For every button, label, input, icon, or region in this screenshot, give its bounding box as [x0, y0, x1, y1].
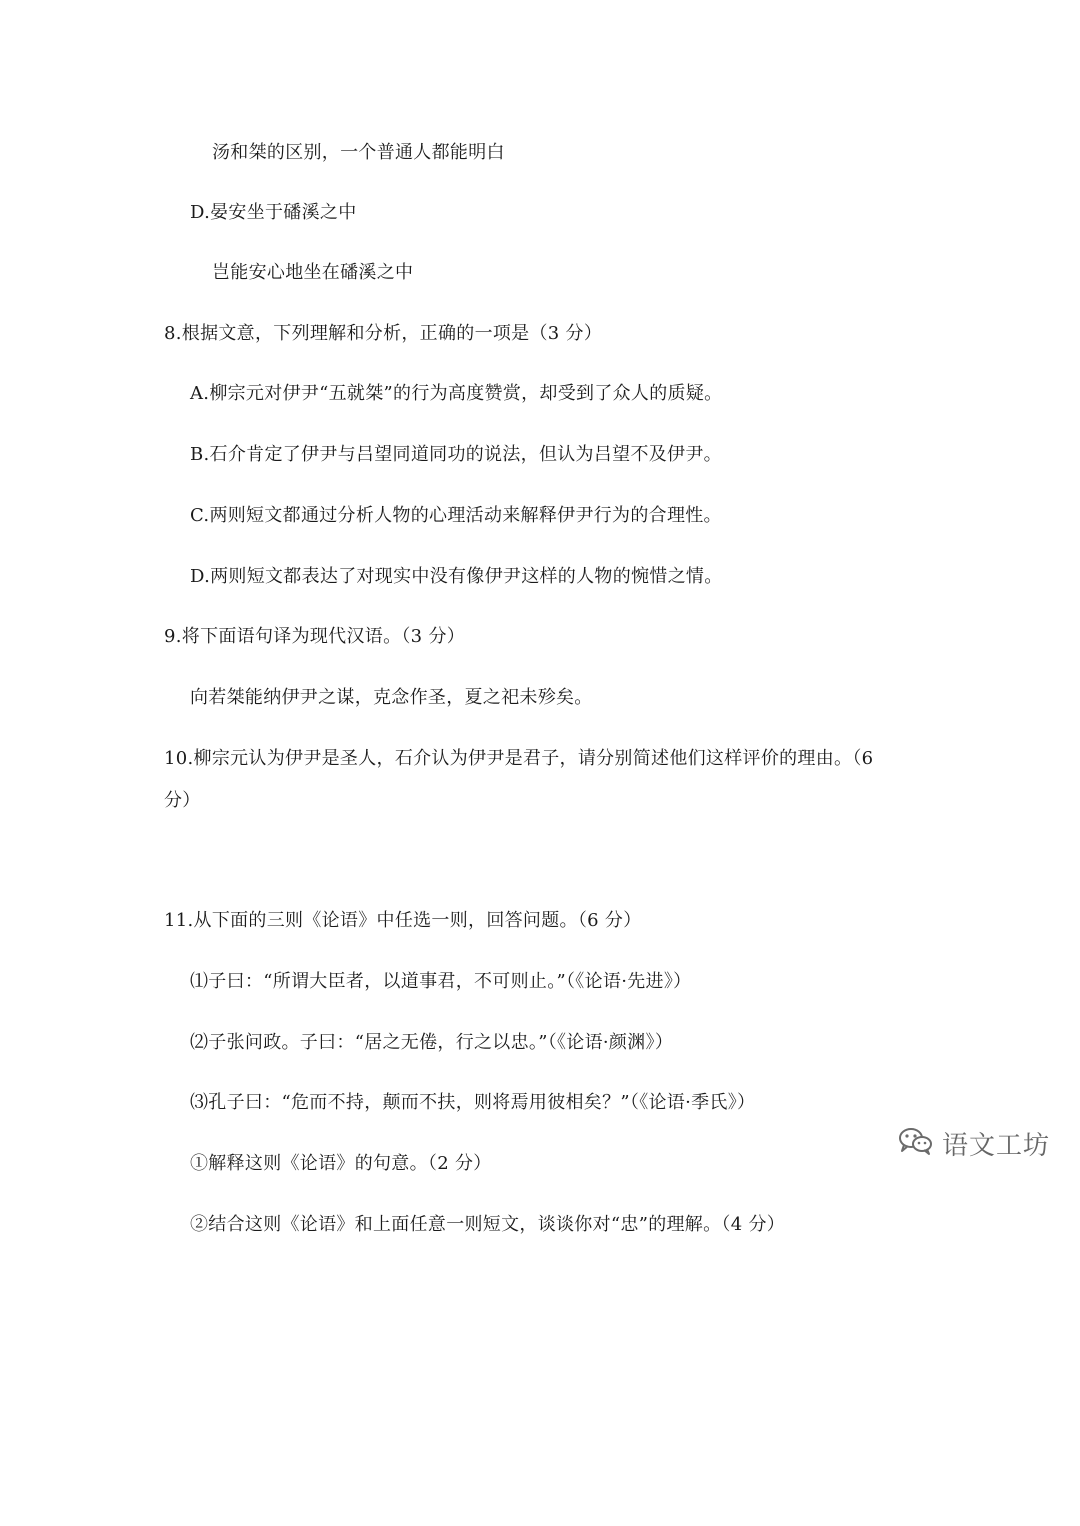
question-11-sub-2: ②结合这则《论语》和上面任意一则短文，谈谈你对“忠”的理解。（4 分）: [190, 1214, 786, 1235]
option-d-sentence: D.晏安坐于磻溪之中: [190, 202, 357, 223]
watermark-text: 语文工坊: [942, 1131, 1051, 1161]
translation-d-answer: 岂能安心地坐在磻溪之中: [212, 262, 414, 283]
question-8-option-a: A.柳宗元对伊尹“五就桀”的行为高度赞赏，却受到了众人的质疑。: [190, 383, 723, 404]
question-9-stem: 9.将下面语句译为现代汉语。（3 分）: [164, 626, 466, 647]
watermark: [898, 1125, 1050, 1162]
question-8-stem: 8.根据文意，下列理解和分析，正确的一项是（3 分）: [164, 323, 603, 344]
question-11-sub-1: ①解释这则《论语》的句意。（2 分）: [190, 1153, 492, 1174]
question-11-quote-2: ⑵子张问政。子曰：“居之无倦，行之以忠。”（《论语·颜渊》）: [190, 1032, 674, 1053]
question-9-sentence: 向若桀能纳伊尹之谋，克念作圣，夏之祀未殄矣。: [190, 687, 593, 708]
question-11-stem: 11.从下面的三则《论语》中任选一则，回答问题。（6 分）: [164, 910, 642, 931]
question-8-option-c: C.两则短文都通过分析人物的心理活动来解释伊尹行为的合理性。: [190, 505, 722, 526]
question-11-quote-1: ⑴子曰：“所谓大臣者，以道事君，不可则止。”（《论语·先进》）: [190, 971, 692, 992]
question-8-option-d: D.两则短文都表达了对现实中没有像伊尹这样的人物的惋惜之情。: [190, 566, 723, 587]
question-8-option-b: B.石介肯定了伊尹与吕望同道同功的说法，但认为吕望不及伊尹。: [190, 444, 722, 465]
question-10-stem: 10.柳宗元认为伊尹是圣人，石介认为伊尹是君子，请分别简述他们这样评价的理由。（6: [164, 748, 874, 769]
translation-c-answer: 汤和桀的区别，一个普通人都能明白: [212, 142, 505, 163]
question-10-stem-continued: 分）: [164, 790, 201, 811]
wechat-icon: [898, 1126, 934, 1161]
question-11-quote-3: ⑶孔子曰：“危而不持，颠而不扶，则将焉用彼相矣？”（《论语·季氏》）: [190, 1092, 756, 1113]
